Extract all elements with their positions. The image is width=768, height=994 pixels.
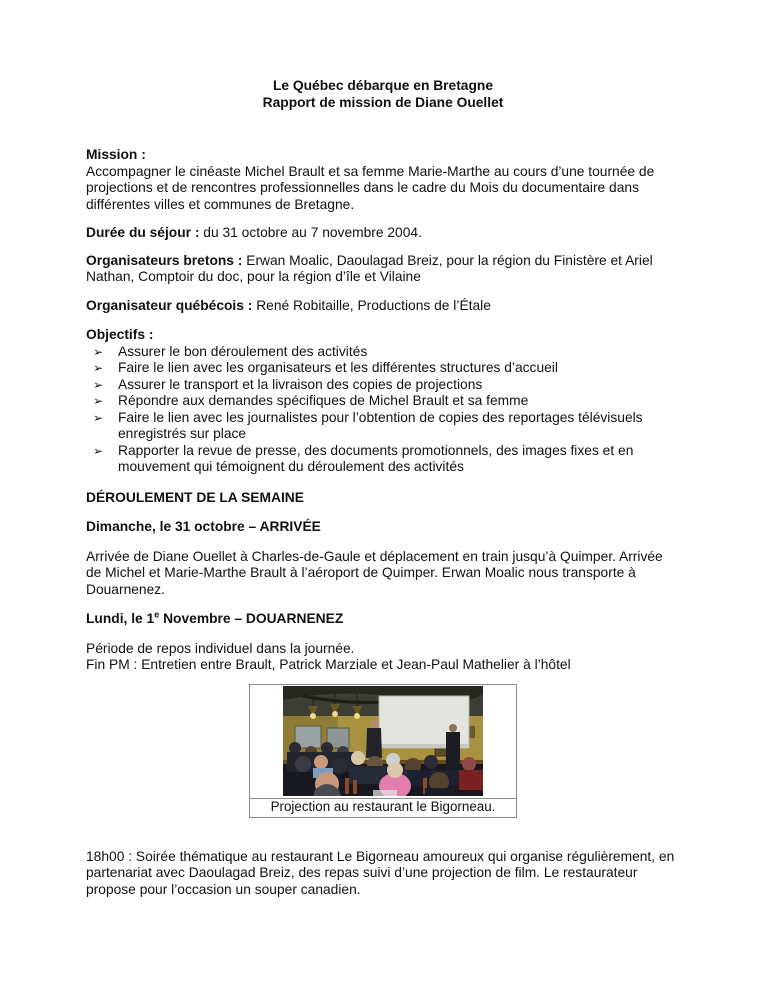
objective-item: ➢ Assurer le transport et la livraison des copies de projections xyxy=(93,376,483,392)
objective-item: ➢ Rapporter la revue de presse, des documents promotionnels, des images fixes et en mouvement qui témoignent du déroulement des activités xyxy=(93,442,634,474)
document-title xyxy=(86,78,680,111)
objectives-list xyxy=(86,344,680,476)
arrow-bullet-icon: ➢ xyxy=(93,344,104,359)
objectifs-heading: Objectifs : xyxy=(86,327,154,342)
objective-item: ➢ Faire le lien avec les organisateurs et les différentes structures d’accueil xyxy=(93,360,558,375)
arrow-bullet-icon: ➢ xyxy=(93,394,104,408)
mission-label: Mission : xyxy=(86,147,146,162)
lundi-heading: Lundi, le 1e Novembre – DOUARNENEZ xyxy=(86,609,344,626)
organisateurs-bretons-text: Erwan Moalic, Daoulagad Breiz, pour la région du Finistère et Ariel Nathan, Comptoir du doc, pour la région d’île et Vilaine xyxy=(86,252,653,284)
superscript-e: e xyxy=(154,609,160,620)
organisateur-quebecois-label: Organisateur québécois : xyxy=(86,297,253,313)
arrow-bullet-icon: ➢ xyxy=(93,361,104,375)
duree-paragraph xyxy=(86,225,680,242)
restaurant-projection-photo xyxy=(283,686,483,796)
arrow-bullet-icon: ➢ xyxy=(93,377,104,392)
lundi-line-1: Période de repos individuel dans la journée. xyxy=(86,640,355,656)
lundi-paragraph xyxy=(86,641,680,674)
objective-item: ➢ Répondre aux demandes spécifiques de Michel Brault et sa femme xyxy=(93,393,529,408)
organisateurs-bretons-label: Organisateurs bretons : xyxy=(86,252,243,268)
arrow-bullet-icon: ➢ xyxy=(93,443,104,458)
title-line-2: Rapport de mission de Diane Ouellet xyxy=(262,94,504,110)
semaine-heading: DÉROULEMENT DE LA SEMAINE xyxy=(86,489,304,505)
organisateur-quebecois-text: René Robitaille, Productions de l’Étale xyxy=(252,297,491,313)
mission-paragraph xyxy=(86,147,680,213)
objective-item: ➢ Assurer le bon déroulement des activités xyxy=(93,343,368,359)
photo-frame xyxy=(249,684,517,818)
organisateur-quebecois-paragraph xyxy=(86,298,680,315)
lundi-line-2: Fin PM : Entretien entre Brault, Patrick Marziale et Jean-Paul Mathelier à l’hôtel xyxy=(86,657,571,672)
mission-text: Accompagner le cinéaste Michel Brault et sa femme Marie-Marthe au cours d’une tournée de projections et de rencontres professionnelles dans le cadre du Mois du documentaire dans différentes villes et communes de Bretagne. xyxy=(86,163,655,212)
photo-caption: Projection au restaurant le Bigorneau. xyxy=(250,798,516,817)
arrow-bullet-icon: ➢ xyxy=(93,410,104,425)
organisateurs-bretons-paragraph xyxy=(86,253,680,286)
dimanche-heading: Dimanche, le 31 octobre – ARRIVÉE xyxy=(86,519,321,534)
soiree-paragraph: 18h00 : Soirée thématique au restaurant Le Bigorneau amoureux qui organise régulièrement, en partenariat avec Daoulagad Breiz, des repas suivi d’une projection de film. Le restaurateur propose pour l’occasion un souper canadien. xyxy=(86,848,675,897)
objective-item: ➢ Faire le lien avec les journalistes pour l’obtention de copies des reportages télévisuels enregistrés sur place xyxy=(93,409,643,441)
title-line-1: Le Québec débarque en Bretagne xyxy=(272,78,494,93)
duree-label: Durée du séjour : xyxy=(86,225,200,240)
duree-text: du 31 octobre au 7 novembre 2004. xyxy=(199,225,422,240)
photo-cell xyxy=(250,685,516,798)
dimanche-paragraph: Arrivée de Diane Ouellet à Charles-de-Gaule et déplacement en train jusqu’à Quimper. Arrivée de Michel et Marie-Marthe Brault à l’aéroport de Quimper. Erwan Moalic nous transporte à Douarnenez. xyxy=(86,548,663,597)
